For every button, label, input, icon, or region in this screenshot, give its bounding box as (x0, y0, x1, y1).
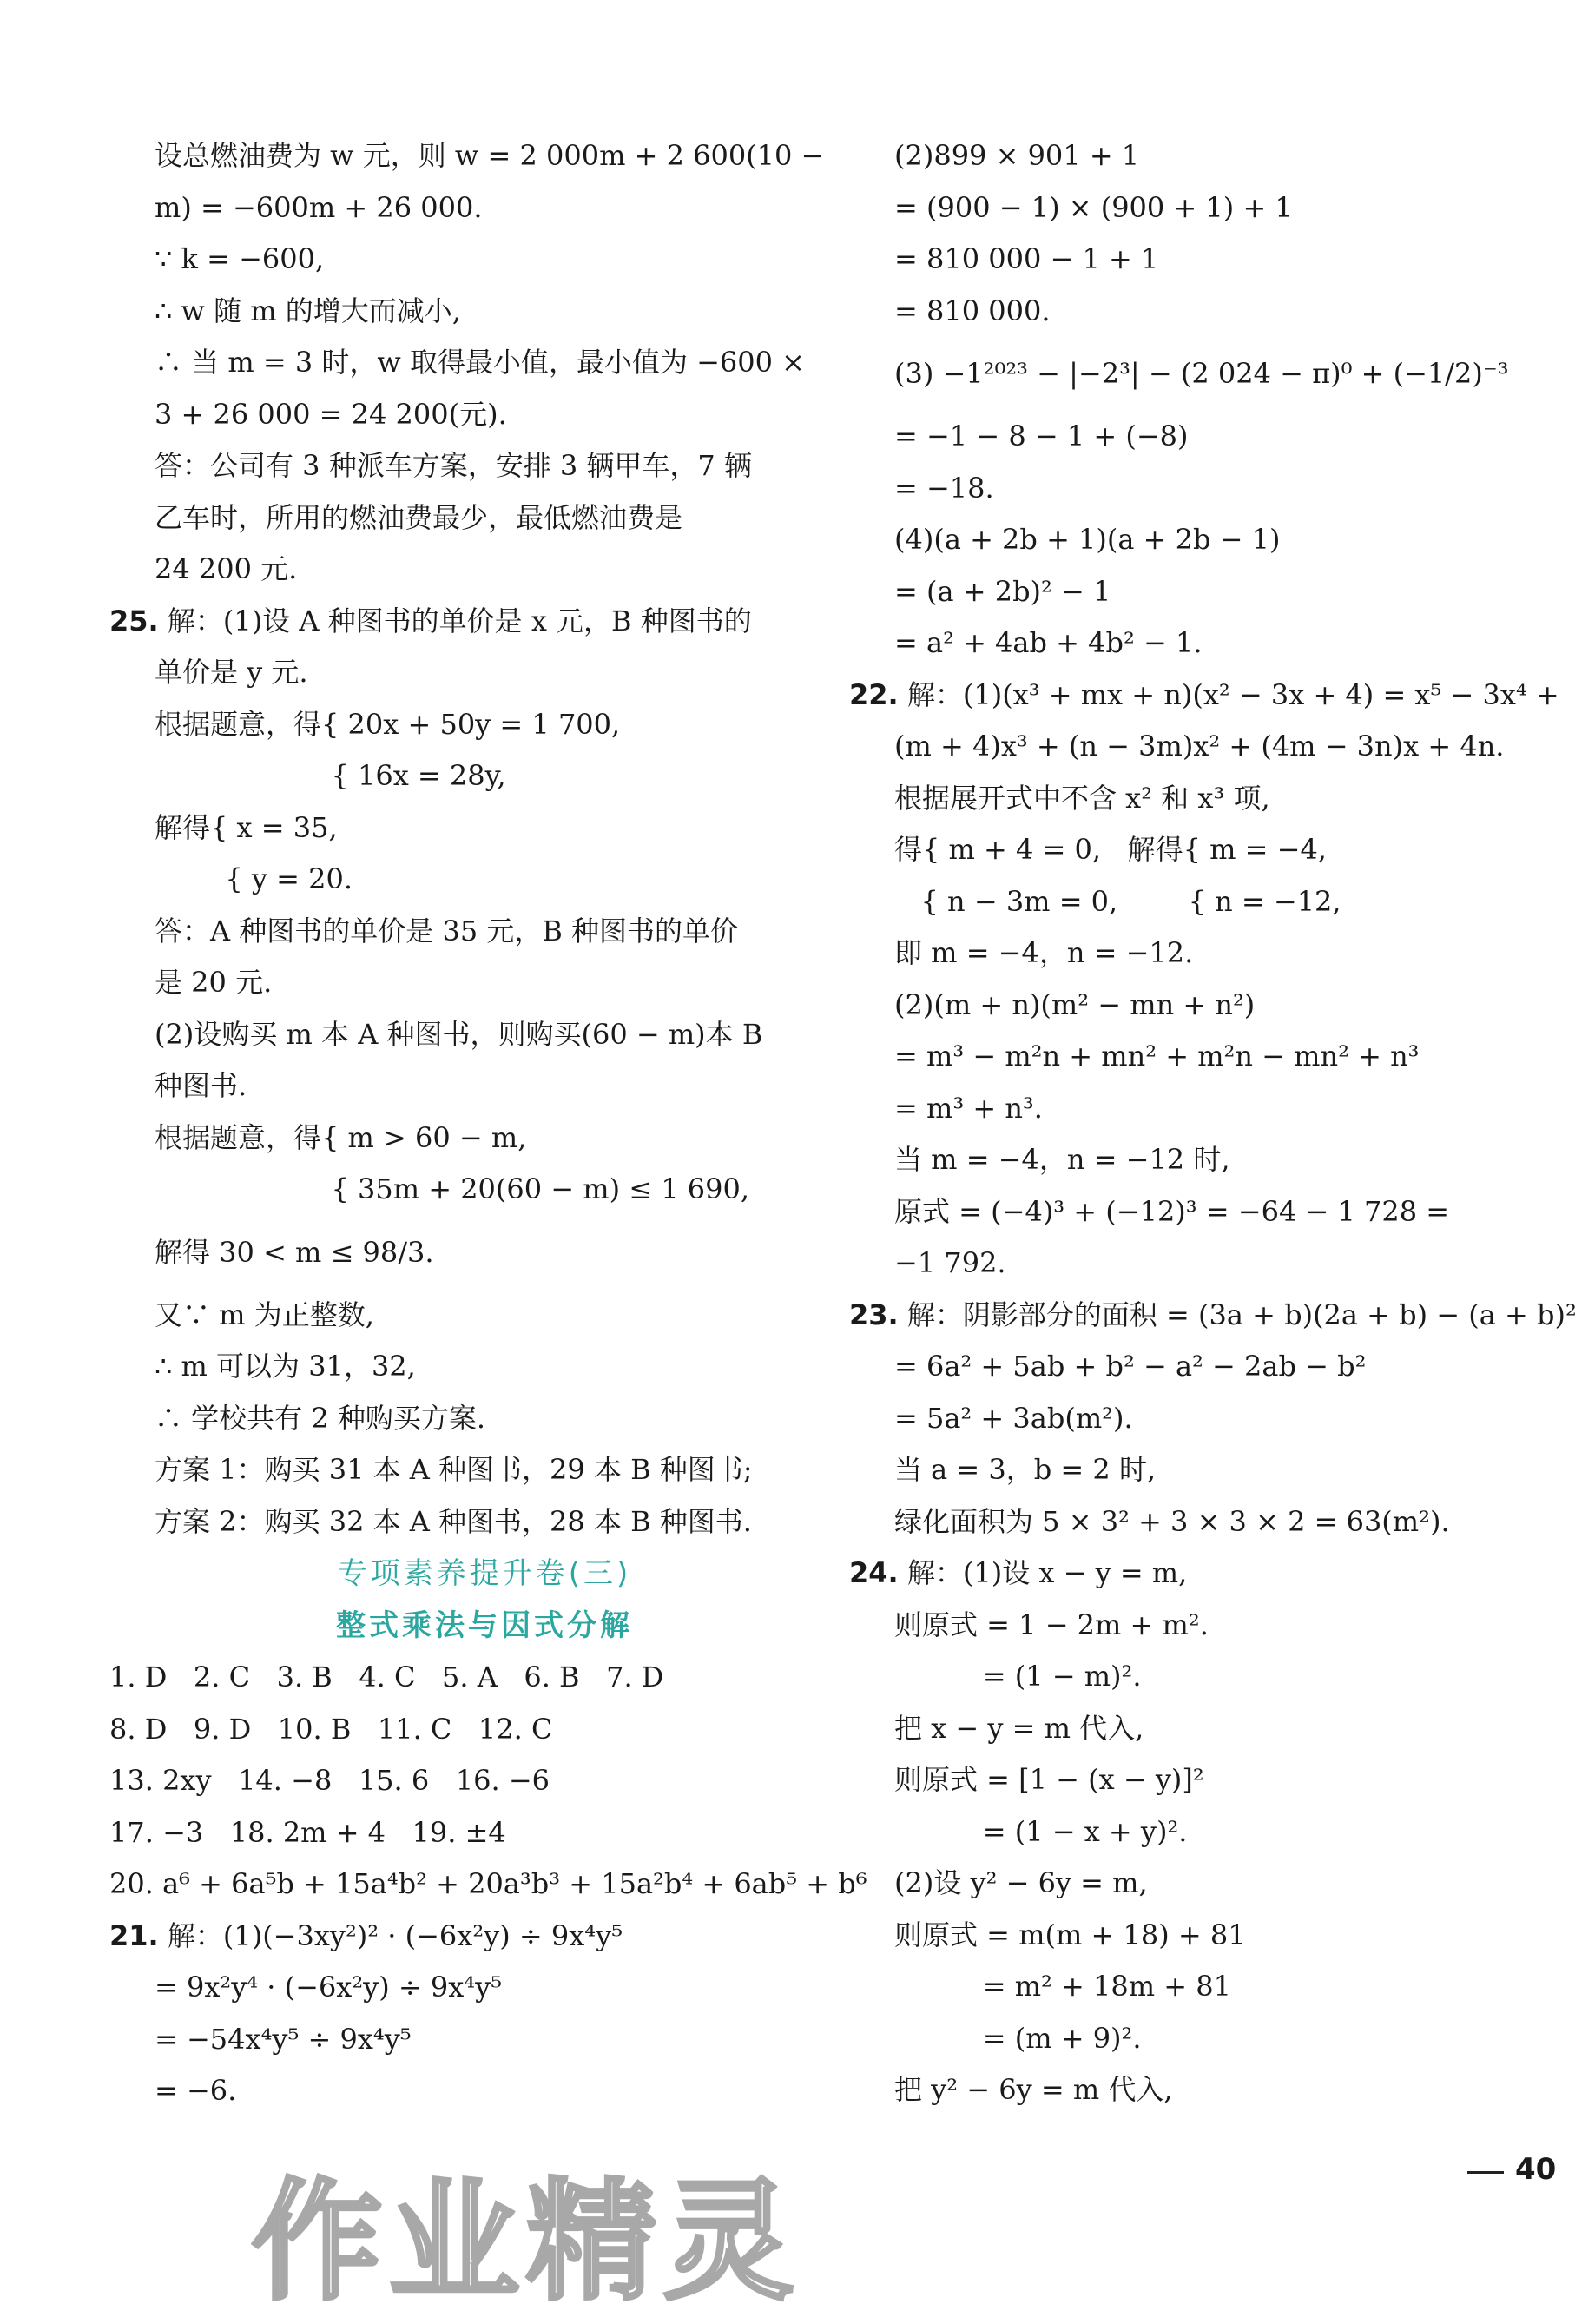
text-line: 解得 30 < m ≤ 98/3. (155, 1235, 434, 1269)
text-line: (2)(m + n)(m² − mn + n²) (894, 987, 1256, 1021)
text-line: 种图书. (155, 1069, 247, 1102)
text-line: 根据题意，得{ m > 60 − m, (155, 1120, 527, 1154)
text-line: (2)899 × 901 + 1 (894, 139, 1140, 172)
text-line: ∴ m 可以为 31，32, (155, 1350, 416, 1383)
text-line: ∴ 当 m = 3 时，w 取得最小值，最小值为 −600 × (155, 346, 805, 379)
text-line: = 6a² + 5ab + b² − a² − 2ab − b² (894, 1350, 1367, 1383)
text-line: = −6. (155, 2074, 237, 2107)
text-line: 则原式 = 1 − 2m + m². (894, 1608, 1209, 1641)
text-line: (m + 4)x³ + (n − 3m)x² + (4m − 3n)x + 4n. (894, 730, 1505, 763)
text-line: ∴ 学校共有 2 种购买方案. (155, 1401, 486, 1435)
text-line: 根据展开式中不含 x² 和 x³ 项, (894, 781, 1270, 815)
text-line: (3) −1²⁰²³ − |−2³| − (2 024 − π)⁰ + (−1/2)⁻³ (894, 357, 1509, 390)
text-line: 根据题意，得{ 20x + 50y = 1 700, (155, 707, 621, 741)
text-line: { 16x = 28y, (155, 759, 506, 792)
text-line: = −54x⁴y⁵ ÷ 9x⁴y⁵ (155, 2022, 412, 2056)
text-line: = (1 − x + y)². (894, 1814, 1188, 1848)
text-line: 把 y² − 6y = m 代入, (894, 2073, 1173, 2106)
text-line: 当 m = −4，n = −12 时, (894, 1143, 1230, 1176)
text-line: 方案 1：购买 31 本 A 种图书，29 本 B 种图书; (155, 1453, 753, 1486)
text-line: 得{ m + 4 = 0, 解得{ m = −4, (894, 833, 1327, 866)
text-line: 乙车时，所用的燃油费最少，最低燃油费是 (155, 500, 683, 534)
text-line: 24 200 元. (155, 552, 298, 585)
text-line: 单价是 y 元. (155, 656, 308, 689)
text-line: = (1 − m)². (894, 1660, 1142, 1693)
question-23-line (849, 1290, 1577, 1342)
text-line: = (m + 9)². (894, 2021, 1142, 2055)
text-line: = m² + 18m + 81 (894, 1970, 1231, 2003)
text-line: 解得{ x = 35, (155, 810, 338, 844)
question-25-line (109, 596, 814, 648)
text-line: = a² + 4ab + 4b² − 1. (894, 626, 1203, 659)
text-line: 解：(1)(x³ + mx + n)(x² − 3x + 4) = x⁵ − 3x⁴ + (906, 677, 1559, 711)
text-line: = −1 − 8 − 1 + (−8) (894, 419, 1189, 452)
question-number: 25. (109, 604, 159, 637)
text-line: = 810 000 − 1 + 1 (894, 242, 1159, 275)
page-number-dash (1467, 2171, 1504, 2174)
text-line: 解：(1)(−3xy²)² · (−6x²y) ÷ 9x⁴y⁵ (167, 1918, 623, 1952)
answer-row: 13. 2xy 14. −8 15. 6 16. −6 (109, 1764, 550, 1797)
text-line: = (900 − 1) × (900 + 1) + 1 (894, 190, 1293, 224)
text-line: ∴ w 随 m 的增大而减小, (155, 294, 461, 327)
text-line: = 9x²y⁴ · (−6x²y) ÷ 9x⁴y⁵ (155, 1971, 503, 2004)
question-21-line (109, 1911, 814, 1963)
text-line: 方案 2：购买 32 本 A 种图书，28 本 B 种图书. (155, 1504, 752, 1538)
text-line: = 5a² + 3ab(m²). (894, 1401, 1133, 1435)
text-line: 答：A 种图书的单价是 35 元，B 种图书的单价 (155, 914, 739, 947)
text-line: 把 x − y = m 代入, (894, 1711, 1144, 1745)
text-line: 答：公司有 3 种派车方案，安排 3 辆甲车，7 辆 (155, 449, 752, 482)
page-number: 40 (1515, 2152, 1557, 2187)
text-line: ∵ k = −600, (155, 242, 325, 275)
answer-row: 1. D 2. C 3. B 4. C 5. A 6. B 7. D (109, 1660, 664, 1693)
text-line: { 35m + 20(60 − m) ≤ 1 690, (155, 1172, 750, 1205)
text-line: = m³ − m²n + mn² + m²n − mn² + n³ (894, 1040, 1420, 1073)
text-line: 设总燃油费为 w 元，则 w = 2 000m + 2 600(10 − (155, 139, 825, 172)
section-subtitle: 整式乘法与因式分解 (336, 1608, 633, 1643)
text-line: 原式 = (−4)³ + (−12)³ = −64 − 1 728 = (894, 1194, 1450, 1228)
text-line: 则原式 = [1 − (x − y)]² (894, 1763, 1204, 1796)
text-line: (2)设购买 m 本 A 种图书，则购买(60 − m)本 B (155, 1017, 763, 1051)
answer-row: 17. −3 18. 2m + 4 19. ±4 (109, 1815, 506, 1849)
text-line: { n − 3m = 0, { n = −12, (894, 884, 1341, 918)
text-line: 解：(1)设 A 种图书的单价是 x 元，B 种图书的 (167, 604, 752, 637)
text-line: { y = 20. (155, 862, 353, 895)
text-line: = m³ + n³. (894, 1091, 1043, 1125)
text-line: 3 + 26 000 = 24 200(元). (155, 397, 507, 431)
right-column (849, 130, 1577, 2116)
left-column (109, 130, 867, 2117)
question-number: 21. (109, 1918, 159, 1952)
watermark: 作业精灵 (252, 2167, 801, 2318)
text-line: 当 a = 3，b = 2 时, (894, 1453, 1157, 1486)
text-line: −1 792. (894, 1246, 1006, 1279)
text-line: 又∵ m 为正整数, (155, 1297, 374, 1331)
answer-row: 8. D 9. D 10. B 11. C 12. C (109, 1712, 553, 1746)
text-line: = 810 000. (894, 294, 1051, 327)
question-24-line (849, 1548, 1563, 1600)
answer-row: 20. a⁶ + 6a⁵b + 15a⁴b² + 20a³b³ + 15a²b⁴ + 6ab⁵ + b⁶ (109, 1867, 867, 1900)
section-title: 专项素养提升卷(三) (337, 1556, 632, 1591)
text-line: 解：(1)设 x − y = m, (906, 1556, 1188, 1589)
question-number: 24. (849, 1556, 899, 1589)
text-line: 解：阴影部分的面积 = (3a + b)(2a + b) − (a + b)² (906, 1297, 1577, 1331)
text-line: (4)(a + 2b + 1)(a + 2b − 1) (894, 523, 1281, 556)
text-line: 则原式 = m(m + 18) + 81 (894, 1918, 1246, 1951)
text-line: 即 m = −4，n = −12. (894, 936, 1194, 969)
text-line: = −18. (894, 471, 994, 505)
question-number: 23. (849, 1297, 899, 1331)
text-line: m) = −600m + 26 000. (155, 190, 483, 224)
text-line: (2)设 y² − 6y = m, (894, 1866, 1148, 1899)
question-number: 22. (849, 677, 899, 711)
text-line: 是 20 元. (155, 966, 273, 999)
text-line: = (a + 2b)² − 1 (894, 574, 1111, 608)
question-22-line (849, 670, 1563, 722)
text-line: 绿化面积为 5 × 3² + 3 × 3 × 2 = 63(m²). (894, 1504, 1450, 1538)
